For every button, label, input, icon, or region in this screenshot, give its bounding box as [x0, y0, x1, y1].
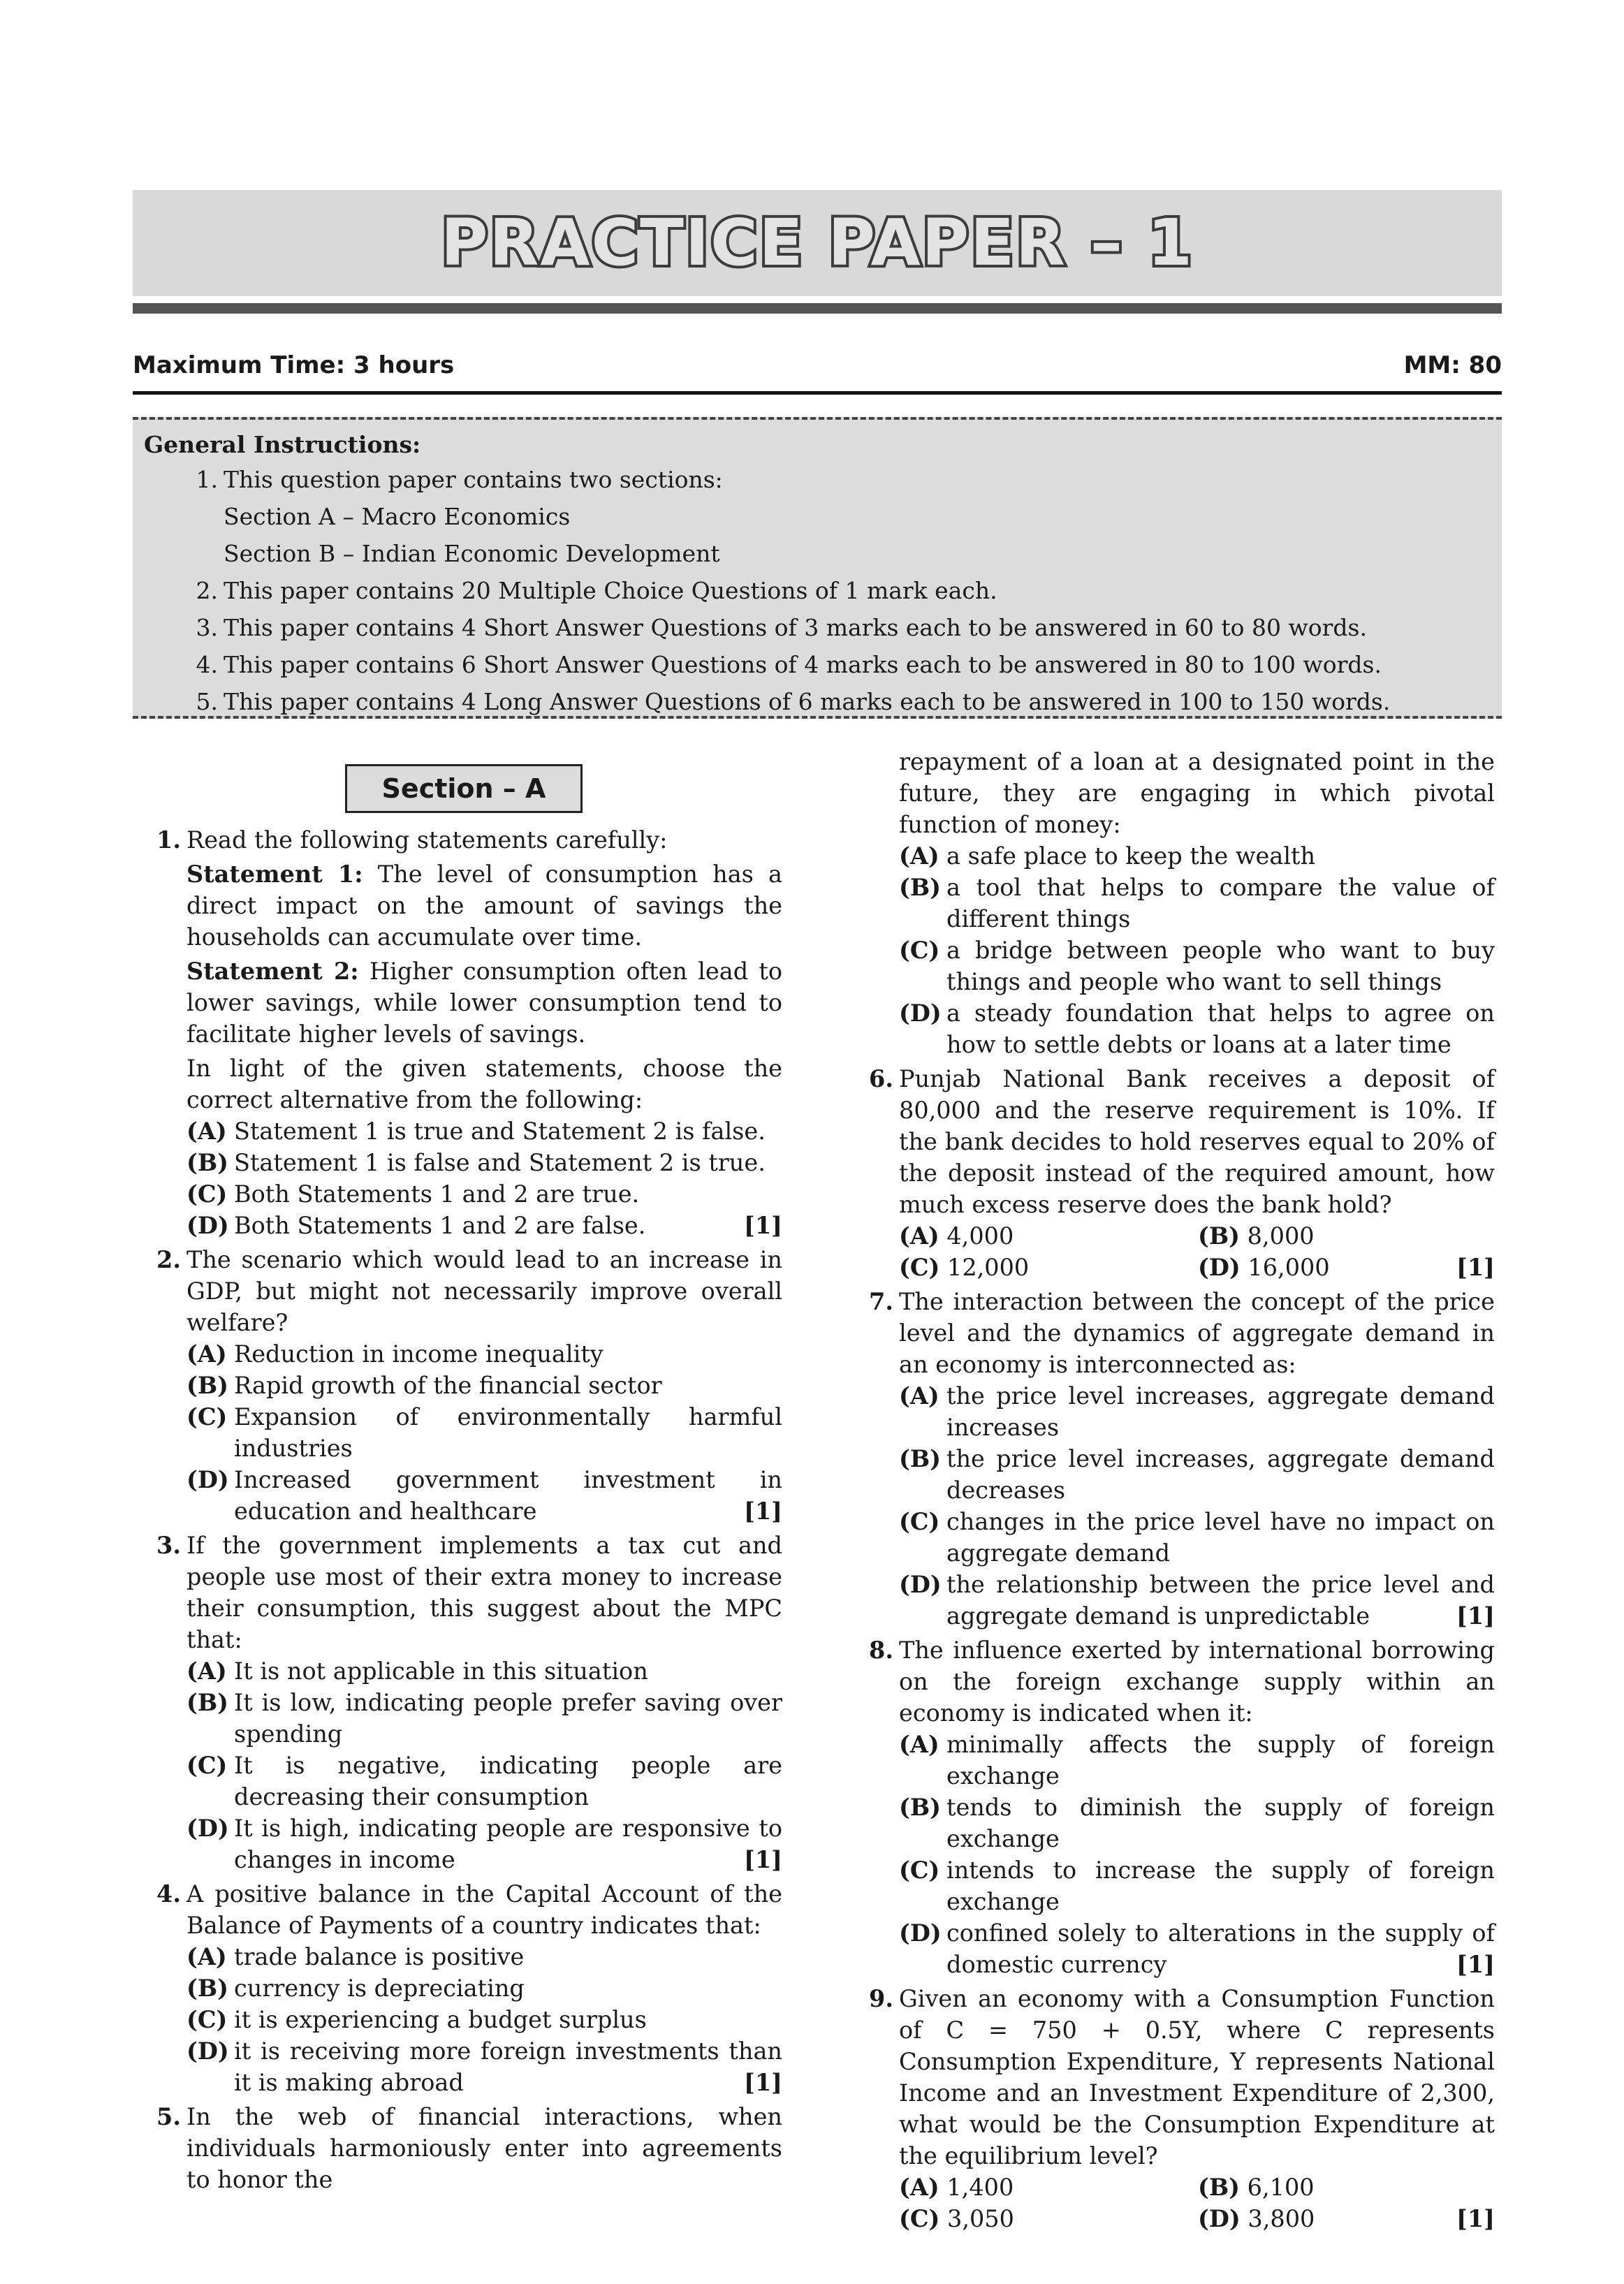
- option: (D) Both Statements 1 and 2 are false. [1]: [186, 1210, 782, 1241]
- instruction-subitem: Section A – Macro Economics: [224, 503, 571, 530]
- marks: [1]: [1456, 1602, 1495, 1630]
- option: (B) 6,100: [1198, 2174, 1315, 2201]
- question-9: 9. Given an economy with a Consumption Function of C = 750 + 0.5Y, where C represents Consumption Expenditure, Y represents National Income and an Investment Expenditure of 2,300, what would be the Consumption Expenditure at the equilibrium level? (A) 1,400 (B) 6,100 (C) 3,050 (D) 3,800 [1]: [856, 1983, 1495, 2234]
- instruction-item: 1. This question paper contains two sections:: [196, 466, 723, 493]
- option: (A) a safe place to keep the wealth: [899, 842, 1316, 870]
- option: (A) Reduction in income inequality: [186, 1340, 603, 1368]
- option: (A) trade balance is positive: [186, 1943, 525, 1970]
- option: (D) It is high, indicating people are responsive to changes in income [1]: [186, 1813, 782, 1875]
- marks: [1]: [743, 1498, 782, 1525]
- option: (A) 4,000: [899, 1222, 1014, 1250]
- marks: [1]: [1456, 2205, 1495, 2232]
- instruction-item: 3. This paper contains 4 Short Answer Questions of 3 marks each to be answered in 60 to 80 words.: [196, 614, 1367, 641]
- meta-rule: [133, 391, 1502, 395]
- title-band: [133, 190, 1502, 296]
- page-title: PRACTICE PAPER – 1: [441, 205, 1194, 280]
- option: (C) it is experiencing a budget surplus: [186, 2006, 647, 2033]
- question-7: 7. The interaction between the concept of the price level and the dynamics of aggregate demand in an economy is interconnected as: (A) the price level increases, aggregate demand increases (B) the price level increases, aggregate demand decreases (C) changes in the price level have no impact on aggregate demand (D) the relationship between the price level and aggregate demand is unpredictable [1]: [856, 1286, 1495, 1632]
- question-6: 6. Punjab National Bank receives a deposit of 80,000 and the reserve requirement is 10%. If the bank decides to hold reserves equal to 20% of the deposit instead of the required amount, how much excess reserve does the bank hold? (A) 4,000 (B) 8,000 (C) 12,000 (D) 16,000 [1]: [856, 1063, 1495, 1283]
- question-3: 3. If the government implements a tax cut and people use most of their extra money to increase their consumption, this suggest about the MPC that: (A) It is not applicable in this situation (B) It is low, indicating people prefer saving over spending (C) It is negative, indicating people are decreasing their consumption (D) It is high, indicating people are responsive to changes in income [1]: [143, 1530, 782, 1875]
- option: (D) 3,800: [1198, 2205, 1315, 2232]
- marks: [1]: [1456, 1254, 1495, 1281]
- question-8: 8. The influence exerted by international borrowing on the foreign exchange supply within an economy is indicated when it: (A) minimally affects the supply of foreign exchange (B) tends to diminish the supply of foreign exchange (C) intends to increase the supply of foreign exchange (D) confined solely to alterations in the supply of domestic currency [1]: [856, 1634, 1495, 1980]
- option: (B) tends to diminish the supply of foreign exchange: [899, 1794, 1495, 1852]
- instructions-list: [133, 466, 1502, 725]
- option: (C) intends to increase the supply of foreign exchange: [899, 1857, 1495, 1915]
- left-column: [143, 824, 782, 2198]
- question-5-continued: repayment of a loan at a designated point in the future, they are engaging in which pivotal function of money: (A) a safe place to keep the wealth (B) a tool that helps to compare the value of different things (C) a bridge between people who want to buy things and people who want to sell things (D) a steady foundation that helps to agree on how to settle debts or loans at a later time: [856, 746, 1495, 1060]
- section-heading: Section – A: [345, 764, 583, 813]
- option: (D) confined solely to alterations in the supply of domestic currency [1]: [899, 1917, 1495, 1980]
- right-column: [856, 746, 1495, 2237]
- option: (C) It is negative, indicating people are decreasing their consumption: [186, 1752, 782, 1810]
- general-instructions: [133, 417, 1502, 719]
- option: (C) Both Statements 1 and 2 are true.: [186, 1180, 640, 1208]
- question-2: 2. The scenario which would lead to an increase in GDP, but might not necessarily improve overall welfare? (A) Reduction in income inequality (B) Rapid growth of the financial sector (C) Expansion of environmentally harmful industries (D) Increased government investment in education and healthcare [1]: [143, 1244, 782, 1527]
- instruction-item: 5. This paper contains 4 Long Answer Questions of 6 marks each to be answered in 100 to 150 words.: [196, 688, 1391, 715]
- question-4: 4. A positive balance in the Capital Account of the Balance of Payments of a country indicates that: (A) trade balance is positive (B) currency is depreciating (C) it is experiencing a budget surplus (D) it is receiving more foreign investments than it is making abroad [1]: [143, 1878, 782, 2098]
- option: (A) minimally affects the supply of foreign exchange: [899, 1731, 1495, 1789]
- instructions-title: General Instructions:: [144, 431, 421, 458]
- option: (D) Increased government investment in education and healthcare [1]: [186, 1464, 782, 1527]
- option: (A) It is not applicable in this situation: [186, 1657, 648, 1685]
- option: (B) the price level increases, aggregate demand decreases: [899, 1445, 1495, 1504]
- max-marks: MM: 80: [1403, 351, 1502, 379]
- marks: [1]: [1456, 1951, 1495, 1978]
- statement-1: Statement 1: The level of consumption has a direct impact on the amount of savings the households can accumulate over time.: [186, 861, 783, 951]
- option: (D) a steady foundation that helps to agree on how to settle debts or loans at a later time: [899, 1000, 1495, 1058]
- option: (B) Rapid growth of the financial sector: [186, 1372, 662, 1399]
- option: (B) currency is depreciating: [186, 1975, 525, 2002]
- max-time: Maximum Time: 3 hours: [133, 351, 455, 379]
- marks: [1]: [743, 1846, 782, 1873]
- option: (A) 1,400: [899, 2174, 1014, 2201]
- option: (B) Statement 1 is false and Statement 2 is true.: [186, 1149, 766, 1176]
- instruction-subitem: Section B – Indian Economic Development: [224, 540, 720, 567]
- option: (B) a tool that helps to compare the value of different things: [899, 874, 1495, 932]
- exam-meta: [133, 351, 1502, 382]
- option: (B) 8,000: [1198, 1222, 1315, 1250]
- title-rule: [133, 303, 1502, 314]
- option: (C) 3,050: [899, 2205, 1014, 2232]
- option: (C) a bridge between people who want to buy things and people who want to sell things: [899, 937, 1495, 995]
- option: (C) Expansion of environmentally harmful industries: [186, 1403, 782, 1462]
- option-row: [899, 1220, 1495, 1252]
- option: (A) the price level increases, aggregate demand increases: [899, 1382, 1495, 1441]
- question-5: 5. In the web of financial interactions, when individuals harmoniously enter into agreements to honor the: [156, 2103, 782, 2193]
- option: (C) changes in the price level have no impact on aggregate demand: [899, 1508, 1495, 1567]
- option-row: [899, 1252, 1495, 1283]
- instruction-item: 4. This paper contains 6 Short Answer Questions of 4 marks each to be answered in 80 to 100 words.: [196, 651, 1382, 678]
- marks: [1]: [743, 1212, 782, 1239]
- question-1: 1. Read the following statements carefully: Statement 1: The level of consumption has a direct impact on the amount of savings the households can accumulate over time. Statement 2: Higher consumption often lead to lower savings, while lower consumption tend to facilitate higher levels of savings. In light of the given statements, choose the correct alternative from the following: (A) Statement 1 is true and Statement 2 is false. (B) Statement 1 is false and Statement 2 is true. (C) Both Statements 1 and 2 are true. (D) Both Statements 1 and 2 are false. [1]: [143, 824, 782, 1241]
- option: (D) 16,000: [1198, 1254, 1330, 1281]
- option-row: [899, 2203, 1495, 2234]
- instruction-item: 2. This paper contains 20 Multiple Choice Questions of 1 mark each.: [196, 577, 997, 604]
- option: (D) it is receiving more foreign investments than it is making abroad [1]: [186, 2035, 782, 2098]
- option: (C) 12,000: [899, 1254, 1030, 1281]
- option-row: [899, 2172, 1495, 2203]
- option: (A) Statement 1 is true and Statement 2 is false.: [186, 1118, 766, 1145]
- statement-2: Statement 2: Higher consumption often lead to lower savings, while lower consumption tend to facilitate higher levels of savings.: [186, 958, 783, 1048]
- marks: [1]: [743, 2069, 782, 2096]
- option: (D) the relationship between the price level and aggregate demand is unpredictable [1]: [899, 1569, 1495, 1632]
- option: (B) It is low, indicating people prefer saving over spending: [186, 1689, 782, 1748]
